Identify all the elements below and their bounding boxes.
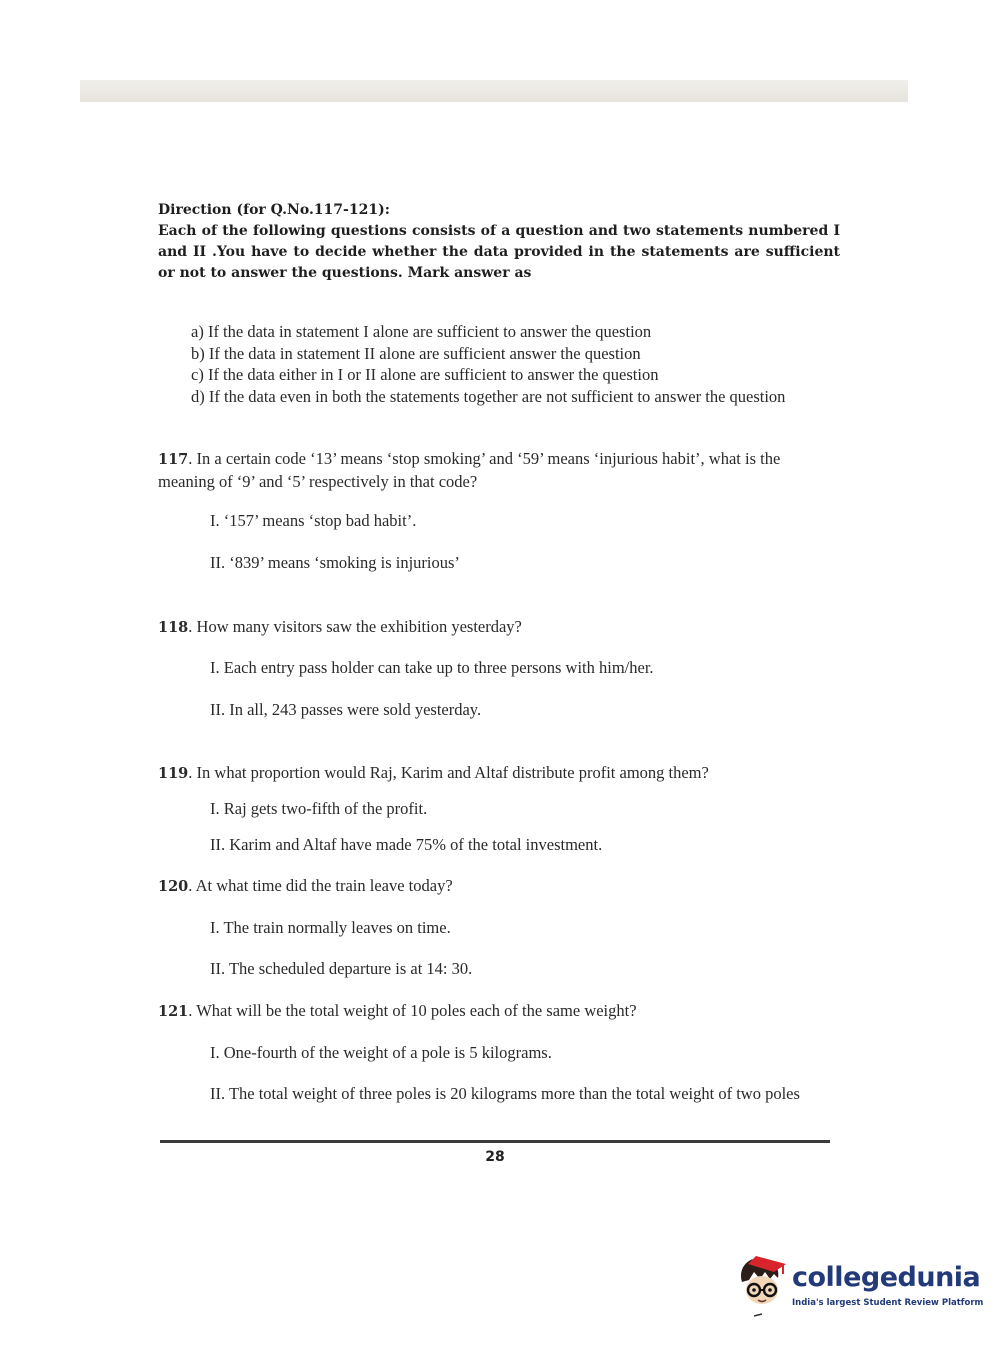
question-number: 119 bbox=[158, 765, 189, 782]
direction-block bbox=[158, 200, 840, 284]
scan-edge-band bbox=[80, 80, 908, 102]
q120-statement-1: I. The train normally leaves on time. bbox=[210, 918, 451, 937]
option-b: b) If the data in statement II alone are sufficient answer the question bbox=[191, 343, 641, 363]
q120-statement-2: II. The scheduled departure is at 14: 30. bbox=[210, 959, 473, 978]
direction-heading: Direction (for Q.No.117-121): bbox=[158, 202, 390, 218]
logo-tagline: India's largest Student Review Platform bbox=[792, 1298, 984, 1308]
q118-statement-2: II. In all, 243 passes were sold yesterday. bbox=[210, 700, 482, 719]
q117-statement-2: II. ‘839’ means ‘smoking is injurious’ bbox=[210, 553, 460, 572]
q119-statement-1: I. Raj gets two-fifth of the profit. bbox=[210, 799, 428, 818]
footer-rule bbox=[160, 1140, 830, 1143]
question-number: 120 bbox=[158, 878, 189, 895]
q121-statement-2: II. The total weight of three poles is 20 kilograms more than the total weight of two poles bbox=[210, 1084, 800, 1103]
q121-statement-1: I. One-fourth of the weight of a pole is 5 kilograms. bbox=[210, 1043, 552, 1062]
q118-statement-1: I. Each entry pass holder can take up to three persons with him/her. bbox=[210, 658, 654, 677]
option-c: c) If the data either in I or II alone are sufficient to answer the question bbox=[191, 365, 659, 384]
question-text: . At what time did the train leave today? bbox=[188, 876, 453, 895]
question-text: . In a certain code ‘13’ means ‘stop smoking’ and ‘59’ means ‘injurious habit’, what is the meaning of ‘9’ and ‘5’ respectively in that code? bbox=[158, 449, 781, 491]
student-mascot-icon bbox=[734, 1252, 790, 1322]
question-number: 117 bbox=[158, 451, 189, 468]
question-119 bbox=[158, 762, 840, 785]
direction-body: Each of the following questions consists of a question and two statements numbered I and II .You have to decide whether the data provided in the statements are sufficient or not to answer the questions. Mark answer as bbox=[158, 223, 840, 281]
q119-statement-2: II. Karim and Altaf have made 75% of the total investment. bbox=[210, 835, 603, 854]
option-a: a) If the data in statement I alone are sufficient to answer the question bbox=[191, 322, 652, 341]
question-121 bbox=[158, 1000, 840, 1023]
question-120 bbox=[158, 875, 840, 898]
question-118 bbox=[158, 616, 840, 639]
question-117 bbox=[158, 448, 840, 492]
question-number: 118 bbox=[158, 619, 189, 636]
page-number: 28 bbox=[485, 1149, 505, 1165]
question-text: . In what proportion would Raj, Karim and Altaf distribute profit among them? bbox=[188, 763, 709, 782]
question-text: . How many visitors saw the exhibition yesterday? bbox=[188, 617, 522, 636]
q117-statement-1: I. ‘157’ means ‘stop bad habit’. bbox=[210, 511, 417, 530]
answer-options-list bbox=[191, 321, 841, 407]
collegedunia-logo bbox=[734, 1252, 984, 1324]
option-d: d) If the data even in both the statements together are not sufficient to answer the question bbox=[191, 386, 786, 406]
question-number: 121 bbox=[158, 1003, 189, 1020]
question-text: . What will be the total weight of 10 poles each of the same weight? bbox=[188, 1001, 637, 1020]
logo-wordmark: collegedunia bbox=[792, 1262, 981, 1293]
